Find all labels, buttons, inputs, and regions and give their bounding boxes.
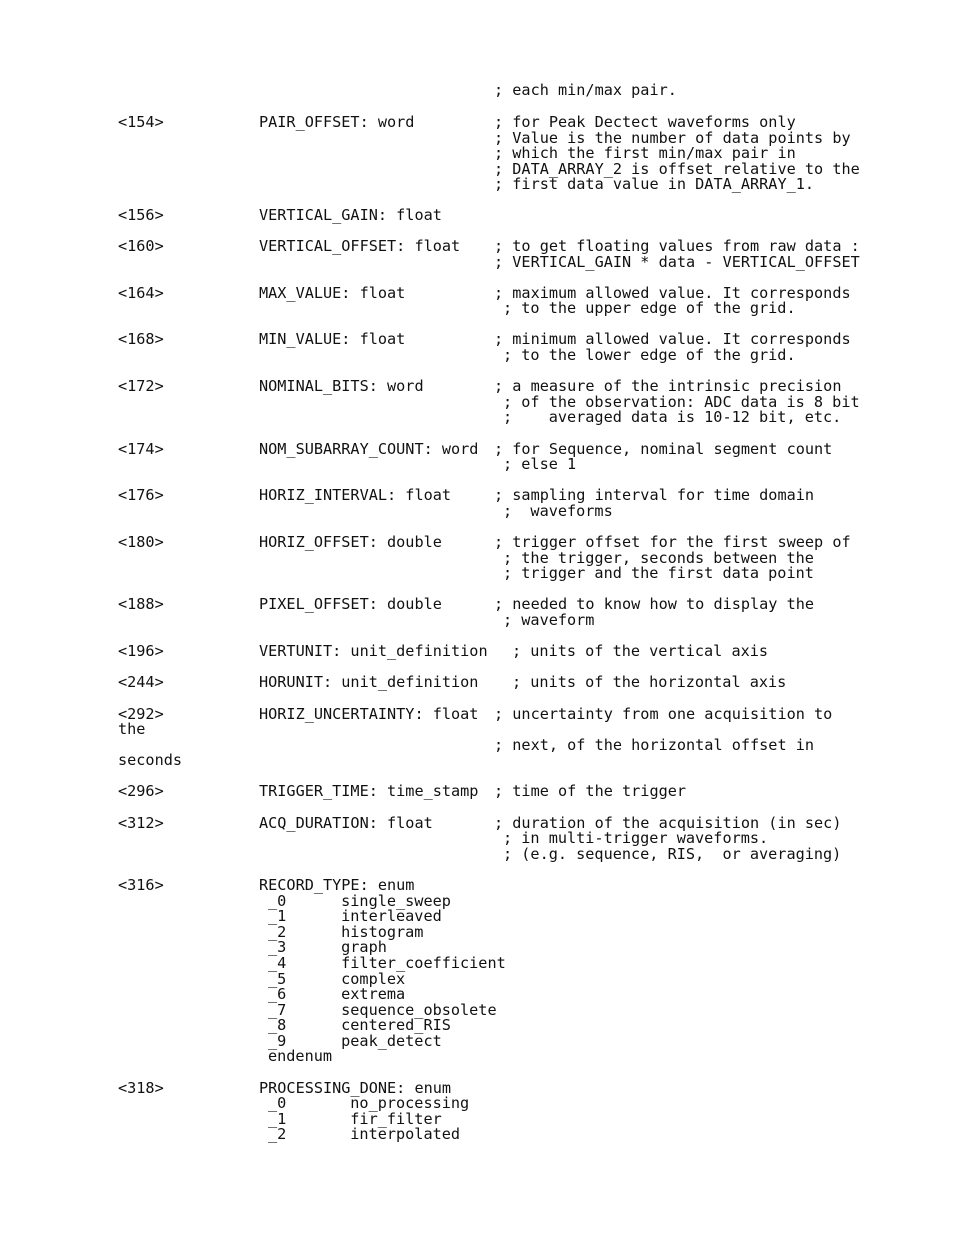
comment-line: ; trigger and the first data point (503, 564, 814, 582)
comment-line: ; which the first min/max pair in (494, 144, 796, 162)
enum-entry: _9 peak_detect (268, 1032, 442, 1050)
comment-line: ; to the lower edge of the grid. (503, 346, 796, 364)
offset-label: <168> (118, 330, 164, 348)
comment-line: ; waveforms (503, 502, 613, 520)
comment-line: ; first data value in DATA_ARRAY_1. (494, 175, 815, 193)
field-declaration: PROCESSING_DONE: enum (259, 1079, 452, 1097)
comment-line: ; maximum allowed value. It corresponds (494, 284, 851, 302)
field-declaration: TRIGGER_TIME: time_stamp (259, 782, 479, 800)
field-declaration: ACQ_DURATION: float (259, 814, 433, 832)
comment-line: ; Value is the number of data points by (494, 129, 851, 147)
enum-entry: _0 no_processing (268, 1094, 470, 1112)
wrapped-text: seconds (118, 751, 183, 769)
comment-line: ; sampling interval for time domain (494, 486, 815, 504)
enum-entry: _2 interpolated (268, 1125, 461, 1143)
comment-line: ; to get floating values from raw data : (494, 237, 860, 255)
offset-label: <176> (118, 486, 164, 504)
enum-entry: _6 extrema (268, 985, 406, 1003)
field-declaration: MIN_VALUE: float (259, 330, 406, 348)
comment-line: ; needed to know how to display the (494, 595, 815, 613)
comment-line: ; DATA_ARRAY_2 is offset relative to the (494, 160, 860, 178)
enum-end: endenum (268, 1047, 333, 1065)
comment-line: ; else 1 (503, 455, 577, 473)
comment-line: ; (e.g. sequence, RIS, or averaging) (503, 845, 842, 863)
comment-line: ; minimum allowed value. It corresponds (494, 330, 851, 348)
enum-entry: _0 single_sweep (268, 892, 451, 910)
comment-line: ; for Peak Dectect waveforms only (494, 113, 796, 131)
enum-entry: _4 filter_coefficient (268, 954, 506, 972)
comment-line: ; a measure of the intrinsic precision (494, 377, 842, 395)
offset-label: <156> (118, 206, 164, 224)
field-declaration: HORUNIT: unit_definition (259, 673, 479, 691)
offset-label: <180> (118, 533, 164, 551)
offset-label: <196> (118, 642, 164, 660)
comment-line: ; for Sequence, nominal segment count (494, 440, 833, 458)
enum-entry: _1 fir_filter (268, 1110, 442, 1128)
comment-line: ; duration of the acquisition (in sec) (494, 814, 842, 832)
enum-entry: _1 interleaved (268, 907, 442, 925)
comment-line: ; time of the trigger (494, 782, 687, 800)
offset-label: <312> (118, 814, 164, 832)
offset-label: <164> (118, 284, 164, 302)
field-declaration: NOM_SUBARRAY_COUNT: word (259, 440, 479, 458)
comment-line: ; uncertainty from one acquisition to (494, 705, 833, 723)
enum-entry: _5 complex (268, 970, 406, 988)
enum-entry: _2 histogram (268, 923, 424, 941)
comment-line: ; units of the vertical axis (512, 642, 769, 660)
comment-line: ; units of the horizontal axis (512, 673, 787, 691)
offset-label: <188> (118, 595, 164, 613)
comment-line: ; of the observation: ADC data is 8 bit (503, 393, 860, 411)
field-declaration: VERTUNIT: unit_definition (259, 642, 488, 660)
field-declaration: HORIZ_OFFSET: double (259, 533, 442, 551)
comment-line: ; each min/max pair. (494, 81, 677, 99)
field-declaration: MAX_VALUE: float (259, 284, 406, 302)
field-declaration: HORIZ_UNCERTAINTY: float (259, 705, 479, 723)
field-declaration: PAIR_OFFSET: word (259, 113, 415, 131)
comment-line: ; to the upper edge of the grid. (503, 299, 796, 317)
enum-entry: _3 graph (268, 938, 387, 956)
field-declaration: RECORD_TYPE: enum (259, 876, 415, 894)
field-declaration: HORIZ_INTERVAL: float (259, 486, 452, 504)
offset-label: <174> (118, 440, 164, 458)
field-declaration: PIXEL_OFFSET: double (259, 595, 442, 613)
comment-line: ; in multi-trigger waveforms. (503, 829, 769, 847)
comment-line: ; trigger offset for the first sweep of (494, 533, 851, 551)
offset-label: <296> (118, 782, 164, 800)
comment-line: ; waveform (503, 611, 595, 629)
wrapped-text: the (118, 720, 146, 738)
field-declaration: NOMINAL_BITS: word (259, 377, 424, 395)
enum-entry: _8 centered_RIS (268, 1016, 451, 1034)
comment-line: ; averaged data is 10-12 bit, etc. (503, 408, 842, 426)
offset-label: <244> (118, 673, 164, 691)
field-declaration: VERTICAL_OFFSET: float (259, 237, 461, 255)
offset-label: <172> (118, 377, 164, 395)
offset-label: <292> (118, 705, 164, 723)
comment-line: ; VERTICAL_GAIN * data - VERTICAL_OFFSET (494, 253, 860, 271)
offset-label: <318> (118, 1079, 164, 1097)
field-declaration: VERTICAL_GAIN: float (259, 206, 442, 224)
offset-label: <154> (118, 113, 164, 131)
enum-entry: _7 sequence_obsolete (268, 1001, 497, 1019)
comment-line: ; next, of the horizontal offset in (494, 736, 815, 754)
offset-label: <316> (118, 876, 164, 894)
comment-line: ; the trigger, seconds between the (503, 549, 814, 567)
offset-label: <160> (118, 237, 164, 255)
